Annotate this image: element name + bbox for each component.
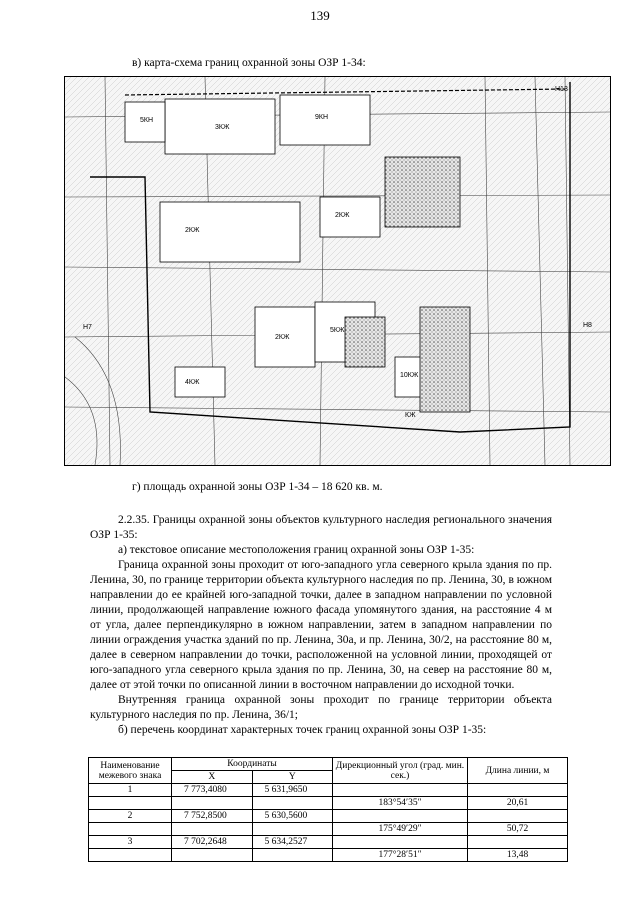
cell-name: 2 — [89, 810, 172, 823]
map-label: 2КЖ — [335, 212, 350, 219]
cell-name: 1 — [89, 784, 172, 797]
th-y: Y — [252, 771, 333, 784]
table-row — [89, 849, 568, 862]
page-number: 139 — [310, 8, 330, 23]
cell-empty — [333, 784, 468, 797]
cell-x: 7 752,8500 — [172, 810, 253, 823]
table-row — [89, 797, 568, 810]
map-label: 3КЖ — [215, 124, 230, 131]
th-length: Длина линии, м — [468, 758, 568, 784]
cell-y: 5 630,5600 — [252, 810, 333, 823]
table-row — [89, 836, 568, 849]
map-label: 4КЖ — [185, 379, 200, 386]
cell-empty — [172, 797, 253, 810]
area-text: г) площадь охранной зоны ОЗР 1-34 – 18 620 кв. м. — [132, 481, 383, 493]
th-angle: Дирекционный угол (град. мин. сек.) — [333, 758, 468, 784]
cell-empty — [89, 823, 172, 836]
sub-a: а) текстовое описание местоположения границ охранной зоны ОЗР 1-35: — [118, 544, 475, 556]
map-label: 5КН — [140, 117, 154, 124]
cell-empty — [468, 784, 568, 797]
cell-angle: 175°49′29″ — [333, 823, 468, 836]
cell-empty — [172, 823, 253, 836]
map-label: Н13 — [555, 86, 568, 93]
cell-name: 3 — [89, 836, 172, 849]
cell-empty — [252, 797, 333, 810]
cell-empty — [89, 797, 172, 810]
cell-empty — [468, 836, 568, 849]
table-row — [89, 784, 568, 797]
cell-empty — [333, 836, 468, 849]
boundary-map — [64, 76, 611, 466]
map-label: 2КЖ — [275, 334, 290, 341]
cell-x: 7 702,2648 — [172, 836, 253, 849]
map-drawing — [65, 77, 610, 465]
cell-empty — [252, 823, 333, 836]
cell-empty — [172, 849, 253, 862]
paragraph-1: Граница охранной зоны проходит от юго-западного угла северного крыла здания по пр. Ленина, 30, по границе территории объекта культурного наследия по пр. Ленина, 30, в южном направлении до ее крайней юго-западной точки, далее в западном направлении по условной линии, продолжающей направление южного фасада упомянутого здания, на расстояние 4 м от угла, далее перпендикулярно в южном направлении, затем в западном направлении по линии ограждения участка зданий по пр. Ленина, 30а, и пр. Ленина, 30/2, на расстояние 80 м, далее в северном направлении до точки, расположенной на условной линии, проходящей от юго-западного угла северного крыла здания по пр. Ленина, 30, на север на расстояние 80 м, далее от этой точки по описанной линии в восточном направлении до исходной точки. — [90, 559, 552, 691]
cell-length: 20,61 — [468, 797, 568, 810]
map-label: Н7 — [83, 324, 92, 331]
cell-empty — [468, 810, 568, 823]
map-label: КЖ — [405, 412, 416, 419]
cell-length: 13,48 — [468, 849, 568, 862]
cell-length: 50,72 — [468, 823, 568, 836]
map-label: 10КЖ — [400, 372, 419, 379]
map-label: 2КЖ — [185, 227, 200, 234]
th-x: X — [172, 771, 253, 784]
sub-b: б) перечень координат характерных точек границ охранной зоны ОЗР 1-35: — [118, 724, 487, 736]
map-label: Н8 — [583, 322, 592, 329]
coordinates-table — [88, 757, 568, 862]
cell-y: 5 634,2527 — [252, 836, 333, 849]
map-label: 9КН — [315, 114, 329, 121]
map-label: 5КЖ — [330, 327, 345, 334]
th-name: Наименование межевого знака — [89, 758, 172, 784]
section-body — [90, 513, 552, 738]
cell-angle: 177°28′51″ — [333, 849, 468, 862]
table-row — [89, 810, 568, 823]
cell-empty — [333, 810, 468, 823]
cell-empty — [252, 849, 333, 862]
th-coords: Координаты — [172, 758, 333, 771]
section-title: 2.2.35. Границы охранной зоны объектов культурного наследия регионального значения ОЗР 1-35: — [90, 514, 552, 541]
paragraph-2: Внутренняя граница охранной зоны проходит по границе территории объекта культурного наследия по пр. Ленина, 36/1; — [90, 694, 552, 721]
cell-y: 5 631,9650 — [252, 784, 333, 797]
cell-x: 7 773,4080 — [172, 784, 253, 797]
table-row — [89, 823, 568, 836]
cell-angle: 183°54′35″ — [333, 797, 468, 810]
cell-empty — [89, 849, 172, 862]
map-caption: в) карта-схема границ охранной зоны ОЗР 1-34: — [132, 57, 366, 69]
